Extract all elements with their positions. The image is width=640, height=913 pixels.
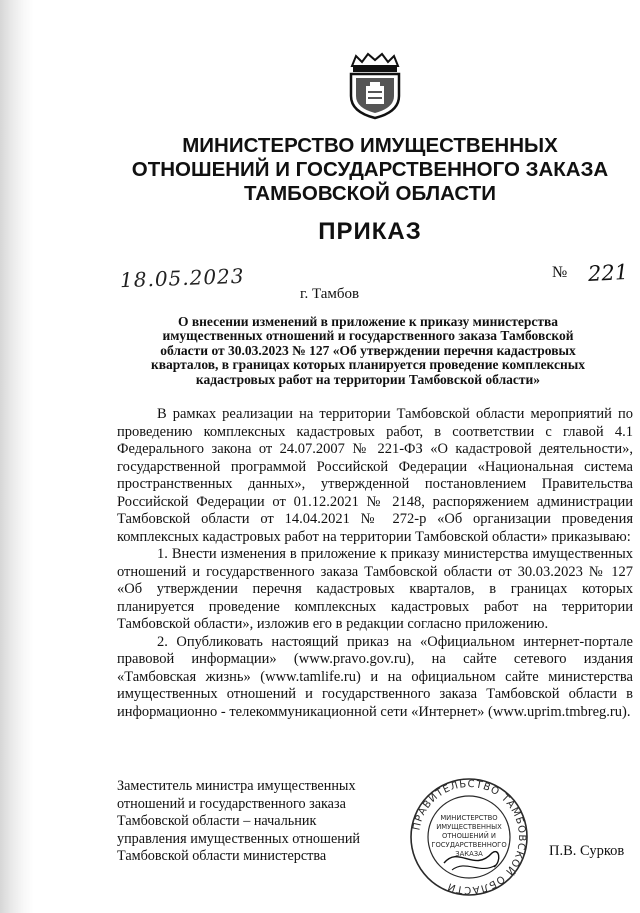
order-item-1: 1. Внести изменения в приложение к приказу министерства имущественных отношений и государственного заказа Тамбовской области от 30.03.2023 № 127 «Об утверждении перечня кадастровых кварталов, в границах которых планируется проведение комплексных кадастровых работ на территории Тамбовской области», изложив его в редакции согласно приложению.	[117, 546, 633, 632]
handwritten-date: 18.05.2023	[119, 263, 245, 293]
subject-line: кварталов, в границах которых планируется проведение комплексных	[150, 357, 586, 373]
svg-text:ПРАВИТЕЛЬСТВО ТАМБОВСКОЙ ОБЛАС: ПРАВИТЕЛЬСТВО ТАМБОВСКОЙ ОБЛАСТИ	[411, 778, 528, 896]
order-subject	[118, 315, 618, 387]
subject-line: кадастровых работ на территории Тамбовской области»	[195, 371, 541, 387]
preamble-paragraph: В рамках реализации на территории Тамбовской области мероприятий по проведению комплексных кадастровых работ, в соответствии с главой 4.1 Федерального закона от 24.07.2007 № 221-ФЗ «О кадастровой деятельности», государственной программой Российской Федерации «Национальная система пространственных данных», утвержденной постановлением Правительства Российской Федерации от 01.12.2021 № 2148, распоряжением администрации Тамбовской области от 14.04.2021 № 272-р «Об организации проведения комплексных кадастровых работ на территории Тамбовской области» приказываю:	[117, 406, 633, 545]
ministry-title-line: ОТНОШЕНИЙ И ГОСУДАРСТВЕННОГО ЗАКАЗА	[131, 158, 609, 181]
position-line: Заместитель министра имущественных	[117, 778, 356, 794]
svg-text:ГОСУДАРСТВЕННОГО: ГОСУДАРСТВЕННОГО	[431, 841, 507, 849]
official-seal-stamp	[404, 775, 534, 900]
subject-line: О внесении изменений в приложение к приказу министерства	[177, 314, 558, 329]
handwritten-number: 221	[587, 259, 629, 287]
subject-line: области от 30.03.2023 № 127 «Об утверждении перечня кадастровых	[160, 342, 576, 358]
position-line: Тамбовской области министерства	[117, 848, 327, 865]
svg-text:ЗАКАЗА: ЗАКАЗА	[455, 850, 483, 858]
signatory-position	[117, 778, 417, 866]
ministry-title-line: ТАМБОВСКОЙ ОБЛАСТИ	[244, 182, 496, 205]
position-line: отношений и государственного заказа	[117, 795, 346, 812]
signer-name: П.В. Сурков	[549, 843, 625, 859]
ministry-title	[100, 134, 640, 206]
svg-text:ОТНОШЕНИЙ И: ОТНОШЕНИЙ И	[441, 832, 497, 840]
svg-text:ИМУЩЕСТВЕННЫХ: ИМУЩЕСТВЕННЫХ	[436, 823, 502, 831]
order-body	[117, 406, 633, 721]
city: г. Тамбов	[300, 286, 360, 302]
scan-edge-shadow	[0, 0, 34, 913]
document-type: ПРИКАЗ	[318, 218, 422, 245]
coat-of-arms-icon	[344, 52, 406, 120]
position-line: Тамбовской области – начальник	[117, 813, 317, 830]
number-sign: №	[552, 264, 568, 281]
svg-text:МИНИСТЕРСТВО: МИНИСТЕРСТВО	[440, 814, 498, 822]
ministry-title-line: МИНИСТЕРСТВО ИМУЩЕСТВЕННЫХ	[182, 134, 558, 157]
order-item-2: 2. Опубликовать настоящий приказ на «Официальном интернет-портале правовой информации» (www.pravo.gov.ru), на сайте сетевого издания «Тамбовская жизнь» (www.tamlife.ru) и на официальном сайте министерства имущественных отношений и государственного заказа Тамбовской области в информационно - телекоммуникационной сети «Интернет» (www.uprim.tmbreg.ru).	[117, 633, 633, 720]
subject-line: имущественных отношений и государственного заказа Тамбовской	[162, 328, 574, 344]
position-line: управления имущественных отношений	[117, 830, 361, 847]
